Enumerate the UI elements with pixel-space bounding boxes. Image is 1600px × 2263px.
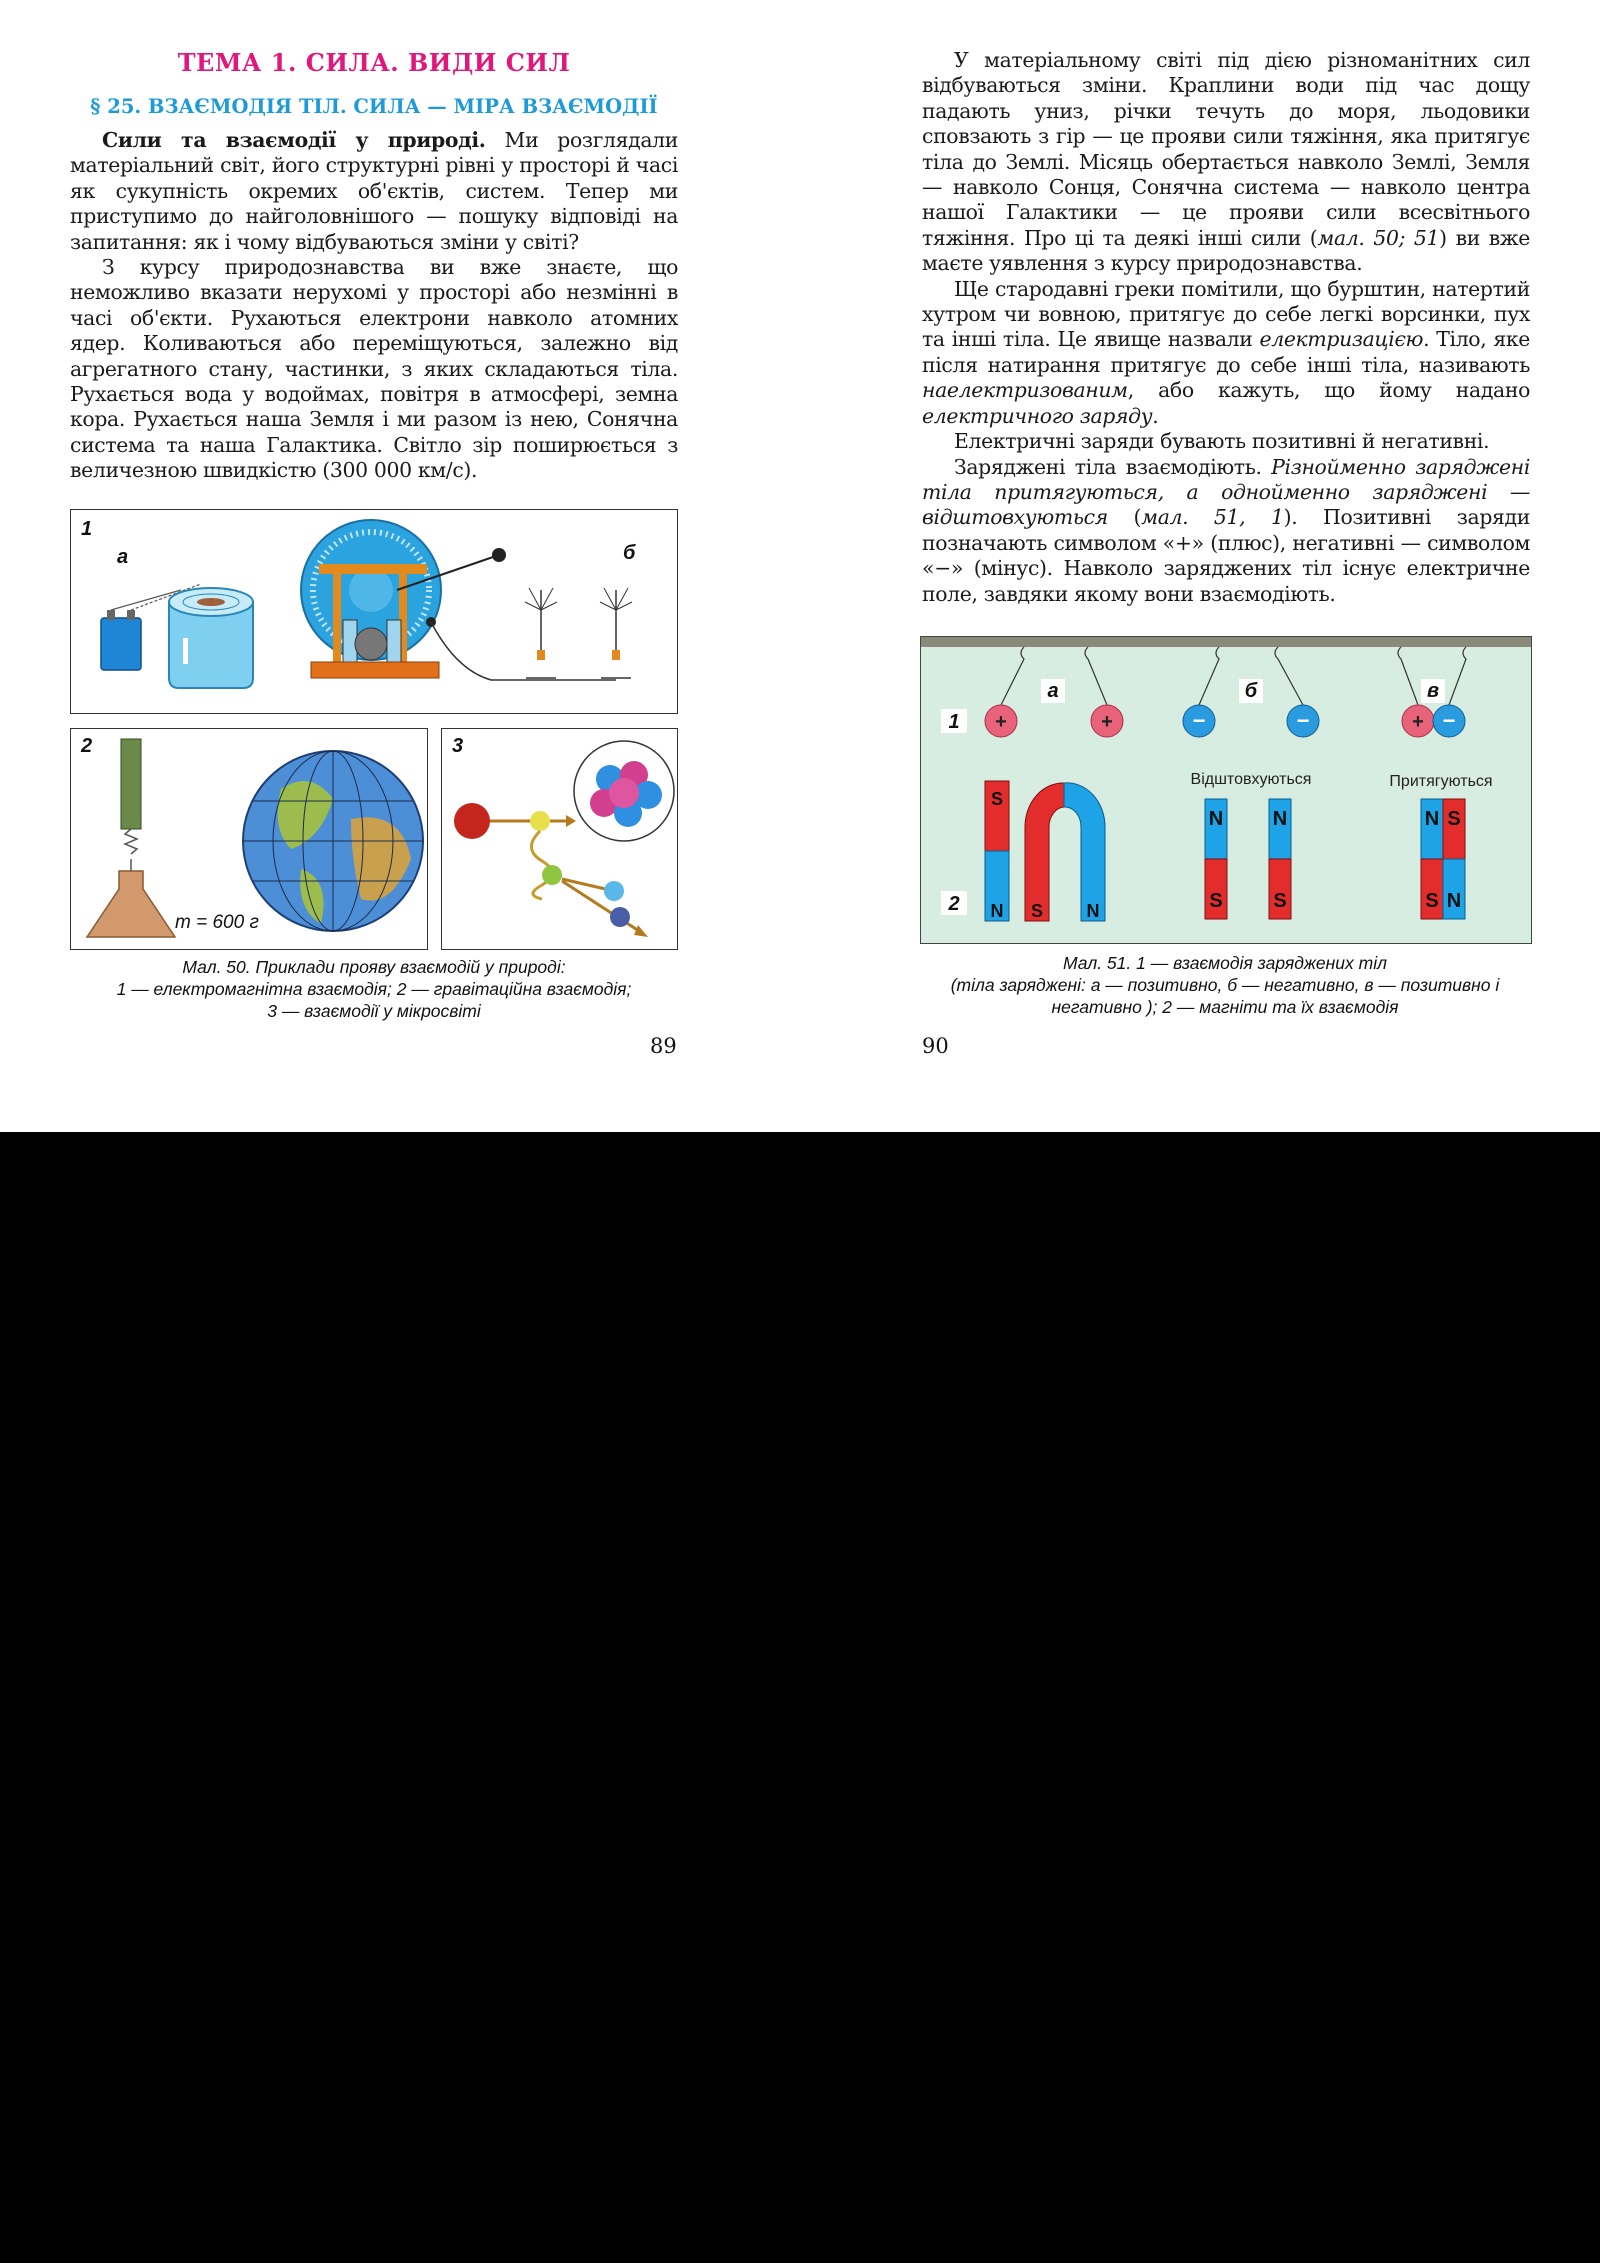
spring-scale-icon: [87, 739, 175, 937]
row-number-2: 2: [948, 893, 960, 915]
charged-ball-negative: [1183, 705, 1215, 737]
caption-line: Мал. 51. 1 — взаємодія заряджених тіл: [1063, 953, 1387, 973]
paragraph-charge-interaction: [922, 455, 1530, 607]
microworld-illustration: [442, 729, 677, 949]
page-number: 90: [922, 1034, 949, 1058]
left-text-column: [70, 48, 678, 484]
plus-sign: +: [1412, 711, 1424, 733]
electroscope-icon: [525, 588, 632, 680]
threads: [1001, 647, 1466, 705]
term-electrified: наелектризованим: [922, 378, 1128, 403]
paragraph-gravity: [922, 48, 1530, 277]
minus-sign: −: [1296, 708, 1310, 733]
bar-magnet: [1421, 799, 1443, 919]
caption-line: 3 — взаємодії у мікросвіті: [267, 1001, 481, 1021]
pole-s: S: [1425, 890, 1439, 912]
pole-s: S: [1209, 890, 1223, 912]
mass-label: m = 600 г: [175, 912, 259, 933]
panel-number: 1: [81, 518, 93, 540]
atom-nucleus-icon: [574, 741, 674, 841]
pole-n: N: [1446, 890, 1462, 912]
right-text-column: [922, 48, 1530, 607]
figure-50-caption: [70, 956, 678, 1022]
caption-line: негативно ); 2 — магніти та їх взаємодія: [1051, 997, 1399, 1017]
paragraph-forces-intro: [70, 128, 678, 255]
paragraph-text: ). Позитивні заряди позначають символом «+» (плюс), негативні — символом «−» (мінус). Навколо заряджених тіл існує електричне поле, завдяки якому вони взаємодіють.: [922, 505, 1530, 606]
pole-n: N: [1086, 901, 1100, 921]
paragraph-lead-bold: Сили та взаємодії у природі.: [102, 128, 486, 152]
pole-s: S: [1273, 890, 1287, 912]
figure-50-panel-2: [70, 728, 428, 950]
figure-reference: мал. 51, 1: [1141, 505, 1284, 530]
suspension-bar: [921, 637, 1531, 647]
figure-reference: мал. 50; 51: [1317, 225, 1440, 250]
figure-51: [920, 636, 1532, 944]
letter-a: а: [1047, 680, 1059, 702]
letter-v: в: [1426, 680, 1440, 702]
panel-letter-a: а: [117, 546, 129, 568]
panel-letter-b: б: [623, 542, 636, 564]
pole-n: N: [1424, 808, 1440, 830]
term-electric-charge: електричного заряду: [922, 403, 1153, 428]
pole-s: S: [990, 789, 1004, 809]
paragraph-motion: З курсу природознавства ви вже знаєте, що неможливо вказати нерухомі у просторі або незмінні в часі об'єкти. Рухаються електрони навколо атомних ядер. Коливаються або переміщуються, залежно від агрегатного стану, частинки, з яких складаються тіла. Рухається вода у водоймах, повітря в атмосфері, земна кора. Рухається наша Земля і ми разом із нею, Сонячна система та наша Галактика. Світло зір поширюється з величезною швидкістю (300 000 км/с).: [70, 255, 678, 483]
paragraph-charge-types: Електричні заряди бувають позитивні й негативні.: [954, 429, 1490, 454]
pole-n: N: [990, 901, 1004, 921]
caption-line: (тіла заряджені: а — позитивно, б — негативно, в — позитивно і: [950, 975, 1500, 995]
bar-magnet: [1205, 799, 1227, 919]
plus-sign: +: [995, 711, 1007, 733]
row-number-1: 1: [948, 711, 960, 733]
page-number: 89: [650, 1034, 677, 1058]
minus-sign: −: [1192, 708, 1206, 733]
paragraph-text: ) ви вже маєте уявлення з курсу природознавства.: [922, 225, 1530, 276]
bar-magnet: [1269, 799, 1291, 919]
pole-n: N: [1208, 808, 1224, 830]
rule-statement: Різнойменно заряджені тіла притягуються, а однойменно заряджені — відштовхуються: [922, 454, 1530, 530]
paragraph-text: Заряджені тіла взаємодіють.: [954, 454, 1272, 479]
globe-icon: [243, 751, 423, 931]
bar-magnet: [1443, 799, 1465, 919]
label-repel: Відштовхуються: [1190, 771, 1312, 788]
figure-50-panel-3: [441, 728, 678, 950]
charged-ball-positive: [1091, 705, 1123, 737]
paragraph-lead-text: Ми розглядали матеріальний світ, його структурні рівні у просторі й часі як сукупність окремих об'єктів, систем. Тепер ми приступимо до найголовнішого — пошуку відповіді на запитання: як і чому відбуваються зміни у світі?: [70, 128, 678, 254]
pole-s: S: [1447, 808, 1461, 830]
paragraph-text: (: [1107, 505, 1142, 530]
right-page: [860, 0, 1600, 1132]
plus-sign: +: [1101, 711, 1113, 733]
pole-n: N: [1272, 808, 1288, 830]
charged-ball-positive: [1402, 705, 1434, 737]
paragraph-text: . Тіло, яке після натирання притягує до себе інші тіла, називають: [922, 327, 1530, 377]
topic-title: ТЕМА 1. СИЛА. ВИДИ СИЛ: [177, 48, 571, 77]
minus-sign: −: [1442, 708, 1456, 733]
charged-ball-negative: [1287, 705, 1319, 737]
term-electrization: електризацією: [1259, 327, 1424, 352]
paragraph-text: , або кажуть, що йому надано: [1127, 378, 1530, 403]
paragraph-text: У матеріальному світі під дією різноманітних сил відбуваються зміни. Краплини води під час дощу падають униз, річки течуть до моря, льодовики сповзають з гір — це прояви сили тяжіння, яка притягує тіла до Землі. Місяць обертається навколо Землі, Земля — навколо Сонця, Сонячна система — навколо центра нашої Галактики — це прояви сили всесвітнього тяжіння. Про ці та деякі інші сили (: [922, 48, 1530, 250]
paragraph-text: .: [1152, 403, 1159, 428]
panel-number: 3: [452, 735, 464, 757]
electrostatic-machine-icon: [301, 520, 541, 680]
pole-s: S: [1030, 901, 1044, 921]
electromagnetic-illustration: [71, 510, 677, 713]
left-page: [0, 0, 740, 1132]
caption-line: Мал. 50. Приклади прояву взаємодій у природі:: [182, 957, 566, 977]
paragraph-electrization: [922, 277, 1530, 429]
letter-b: б: [1244, 680, 1258, 702]
figure-51-caption: [910, 952, 1540, 1018]
charges-magnets-illustration: [921, 637, 1531, 943]
charged-ball-negative: [1433, 705, 1465, 737]
charged-ball-positive: [985, 705, 1017, 737]
panel-number: 2: [81, 735, 93, 757]
figure-50-panel-1: [70, 509, 678, 714]
beaker-icon: [169, 588, 253, 688]
label-attract: Притягуються: [1389, 773, 1493, 790]
section-title: § 25. ВЗАЄМОДІЯ ТІЛ. СИЛА — МІРА ВЗАЄМОДІЇ: [90, 95, 658, 118]
horseshoe-magnet: [1025, 783, 1105, 921]
caption-line: 1 — електромагнітна взаємодія; 2 — гравітаційна взаємодія;: [116, 979, 632, 999]
bar-magnet: [985, 781, 1009, 921]
paragraph-text: Ще стародавні греки помітили, що бурштин, натертий хутром чи вовною, притягує до себе легкі ворсинки, пух та інші тіла. Це явище назвали: [922, 276, 1530, 352]
